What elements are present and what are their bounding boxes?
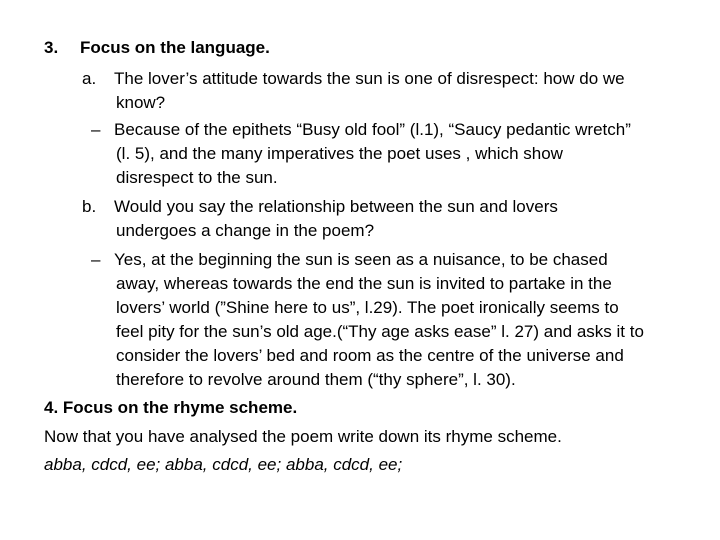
section-4-heading: 4. Focus on the rhyme scheme. [44, 398, 298, 417]
item-a-answer-dash: – [91, 120, 101, 139]
item-b-answer-line-2: away, whereas towards the end the sun is invited to partake in the [116, 274, 612, 293]
section-3-number: 3. [44, 38, 59, 57]
item-a-answer-line-2: (l. 5), and the many imperatives the poet uses , which show [116, 144, 563, 163]
item-b-answer-line-5: consider the lovers’ bed and room as the centre of the universe and [116, 346, 624, 365]
item-b-answer-dash: – [91, 250, 101, 269]
item-a-question-line-2: know? [116, 93, 166, 112]
item-a-marker: a. [82, 69, 97, 88]
item-b-marker: b. [82, 197, 97, 216]
item-b-answer-line-6: therefore to revolve around them (“thy sphere”, l. 30). [116, 370, 516, 389]
item-a-answer-line-3: disrespect to the sun. [116, 168, 278, 187]
item-b-answer-line-3: lovers’ world (”Shine here to us”, l.29). The poet ironically seems to [116, 298, 619, 317]
section-3-title: Focus on the language. [80, 38, 270, 57]
item-a-question-line-1: The lover’s attitude towards the sun is one of disrespect: how do we [114, 69, 625, 88]
item-b-answer-line-1: Yes, at the beginning the sun is seen as a nuisance, to be chased [114, 250, 608, 269]
item-b-question-line-2: undergoes a change in the poem? [116, 221, 375, 240]
item-b-question-line-1: Would you say the relationship between the sun and lovers [114, 197, 558, 216]
item-b-answer-line-4: feel pity for the sun’s old age.(“Thy age asks ease” l. 27) and asks it to [116, 322, 644, 341]
rhyme-scheme-answer: abba, cdcd, ee; abba, cdcd, ee; abba, cdcd, ee; [44, 455, 403, 474]
section-4-instruction: Now that you have analysed the poem write down its rhyme scheme. [44, 427, 562, 446]
item-a-answer-line-1: Because of the epithets “Busy old fool” (l.1), “Saucy pedantic wretch” [114, 120, 631, 139]
